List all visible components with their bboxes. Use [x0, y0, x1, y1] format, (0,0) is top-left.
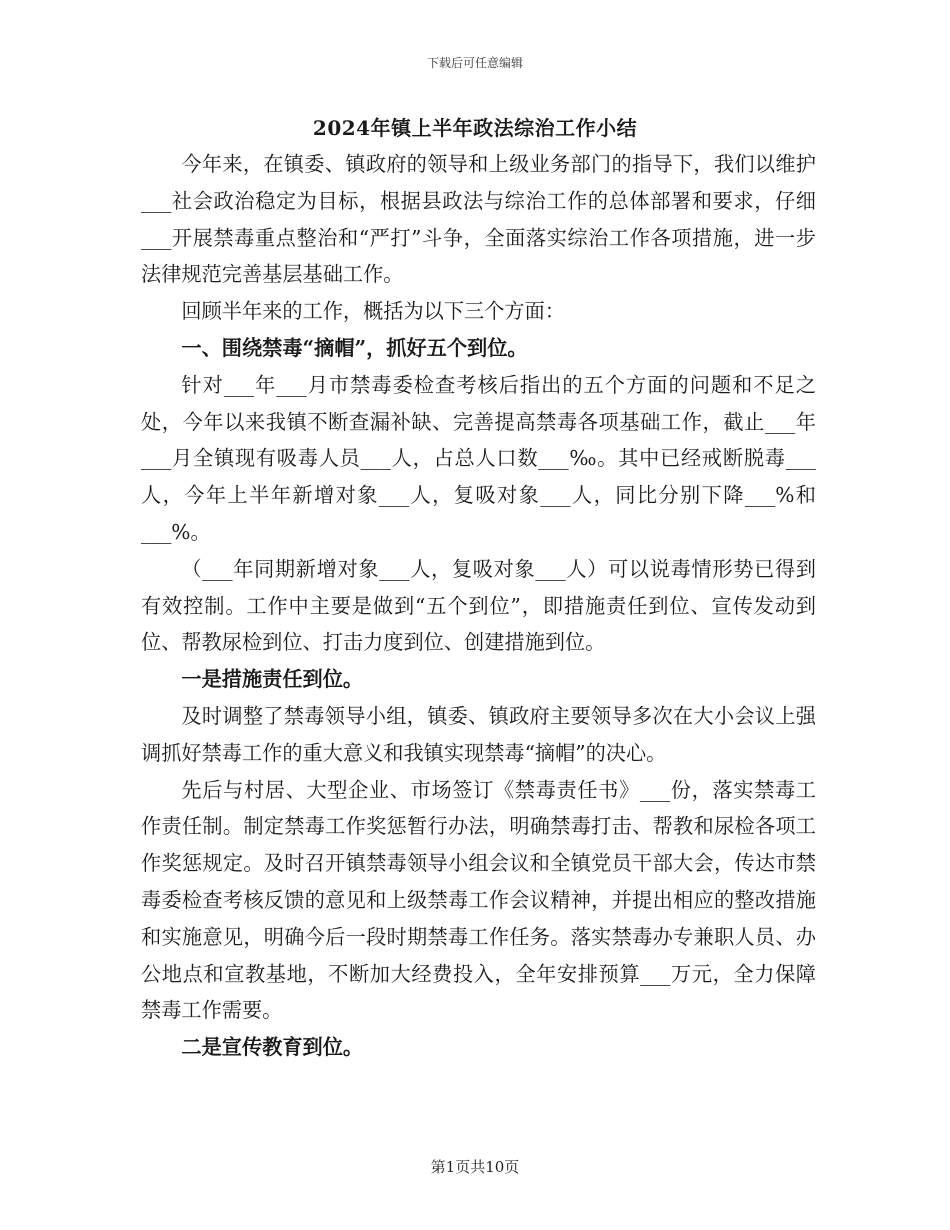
- download-edit-note: 下载后可任意编辑: [426, 56, 523, 70]
- paragraph-statistics: 针对___年___月市禁毒委检查考核后指出的五个方面的问题和不足之处，今年以来我镇不断查漏补缺、完善提高禁毒各项基础工作，截止___年___月全镇现有吸毒人员___人，占总人口数___‰。其中已经戒断脱毒___人，今年上半年新增对象___人，复吸对象___人，同比分别下降___%和___%。: [141, 372, 816, 544]
- paragraph-leadership: 及时调整了禁毒领导小组，镇委、镇政府主要领导多次在大小会议上强调抓好禁毒工作的重大意义和我镇实现禁毒“摘帽”的决心。: [141, 703, 816, 765]
- subheading-education: 二是宣传教育到位。: [181, 1035, 364, 1060]
- page-number: 第1页共10页: [430, 1158, 520, 1176]
- paragraph-responsibility: 先后与村居、大型企业、市场签订《禁毒责任书》___份，落实禁毒工作责任制。制定禁毒工作奖惩暂行办法，明确禁毒打击、帮教和尿检各项工作奖惩规定。及时召开镇禁毒领导小组会议和全镇党员干部大会，传达市禁毒委检查考核反馈的意见和上级禁毒工作会议精神，并提出相应的整改措施和实施意见，明确今后一段时期禁毒工作任务。落实禁毒办专兼职人员、办公地点和宣教基地，不断加大经费投入，全年安排预算___万元，全力保障禁毒工作需要。: [141, 777, 816, 1023]
- subheading-measures: 一是措施责任到位。: [181, 667, 364, 692]
- paragraph-intro: 今年来，在镇委、镇政府的领导和上级业务部门的指导下，我们以维护___社会政治稳定为目标，根据县政法与综治工作的总体部署和要求，仔细___开展禁毒重点整治和“严打”斗争，全面落实综治工作各项措施，进一步法律规范完善基层基础工作。: [141, 152, 816, 287]
- document-title: 2024年镇上半年政法综治工作小结: [312, 116, 638, 140]
- section-heading-1: 一、围绕禁毒“摘帽”，抓好五个到位。: [181, 335, 528, 360]
- paragraph-review: 回顾半年来的工作，概括为以下三个方面：: [181, 299, 565, 324]
- paragraph-five-in-place: （___年同期新增对象___人，复吸对象___人）可以说毒情形势已得到有效控制。工作中主要是做到“五个到位”，即措施责任到位、宣传发动到位、帮教尿检到位、打击力度到位、创建措施到位。: [141, 556, 816, 655]
- document-body: [141, 146, 816, 1066]
